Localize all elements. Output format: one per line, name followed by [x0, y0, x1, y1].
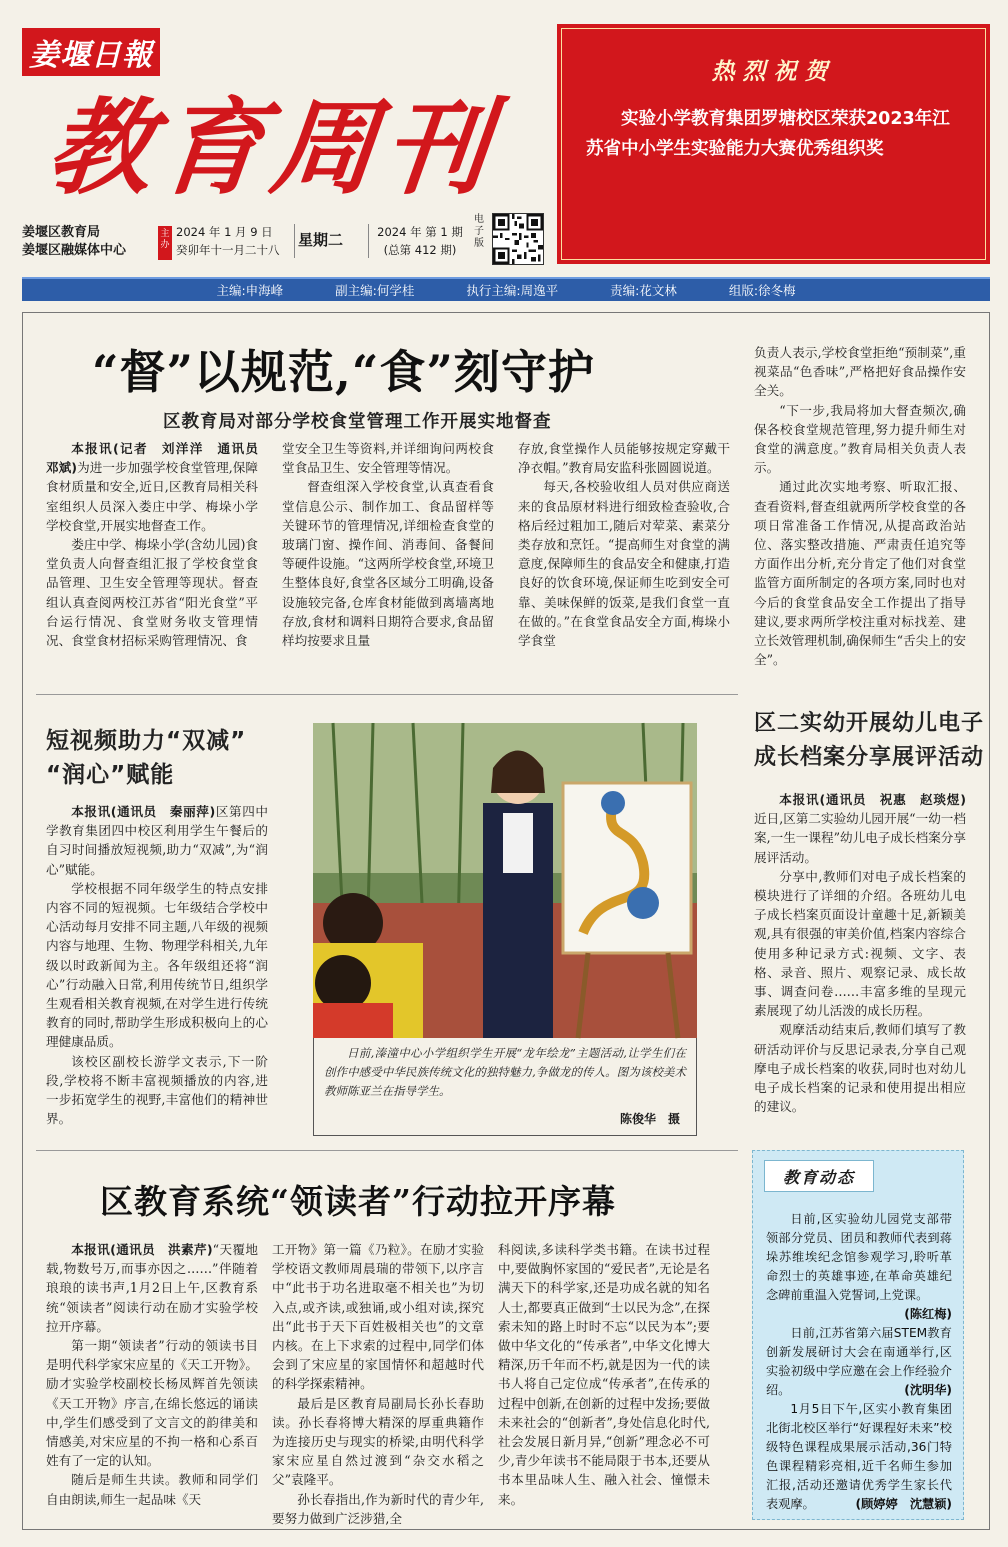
article2-body: 本报讯(通讯员 秦丽萍)区第四中学教育集团四中校区利用学生午餐后的自习时间播放短视频,助力“双减”,为“润心”赋能。 学校根据不同年级学生的特点安排内容不同的短视频。七年级结合学校中心活动每月安排不同主题,八年级的视频内容与地理、生物、物理学科相关,九年级以时政新闻为主。各年级组还将“润心”行动融入日常,利用传统节日,组织学生观看相关教育视频,在对学生进行传统教育的同时,帮助学生形成积极向上的心理健康品质。 该校区副校长游学文表示,下一阶段,学校将不断丰富视频播放的内容,进一步拓宽学生的视野,丰富他们的精神世界。 [46, 804, 269, 1127]
article3-headline-line2: 成长档案分享展评活动 [754, 745, 985, 770]
editor-executive: 执行主编:周逸平 [466, 283, 559, 298]
article1-column-4: 负责人表示,学校食堂拒绝“预制菜”,重视菜品“色香味”,严格把好食品操作安全关。 “下一步,我局将加大督查频次,确保各校食堂规范管理,努力提升师生对食堂的满意度。”教育局相关负责人表示。 通过此次实地考察、听取汇报、查看资料,督查组就两所学校食堂的各项日常准备工作情况,从提高政治站位、落实整改措施、严肃责任追究等方面作出分析,充分肯定了他们对食堂监管方面所制定的各项方案,同时也对今后的食堂食品安全工作提出了指导建议,要求两所学校注重对标找差、建立长效管理机制,确保师生“舌尖上的安全”。 [754, 345, 966, 668]
publication-date: 2024 年 1 月 9 日 [176, 225, 273, 239]
editor-chief: 主编:申海峰 [216, 283, 284, 298]
dragon-painting-photo [313, 723, 697, 1038]
article4-headline: 区教育系统“领读者”行动拉开序幕 [100, 1182, 616, 1221]
section-rule [36, 1150, 738, 1151]
organizer-block [22, 224, 162, 260]
photo-credit: 陈俊华 摄 [619, 1112, 680, 1126]
news-item: 日前,江苏省第六届STEM教育创新发展研讨大会在南通举行,区实验初级中学应邀在会上作经验介绍。 (沈明华) [766, 1326, 952, 1397]
news-item: 1月5日下午,区实小教育集团北街北校区举行“好课程好未来”校级特色课程成果展示活动,36门特色课程精彩亮相,近千名师生参加汇报,活动还邀请优秀学生家长代表观摩。 (顾婷婷 沈慧颖) [766, 1402, 952, 1511]
date-block [176, 223, 294, 259]
editor-layout: 组版:徐冬梅 [728, 283, 796, 298]
section-rule [36, 694, 738, 695]
article2-headline-line1: 短视频助力“双减” [46, 728, 247, 754]
qr-code-icon[interactable] [492, 213, 544, 265]
divider [294, 224, 295, 258]
editor-responsible: 责编:花文林 [610, 283, 677, 298]
article4-column-3: 科阅读,多读科学类书籍。在读书过程中,要做胸怀家国的“爱民者”,无论是名满天下的科学家,还是功成名就的知名人士,都要真正做到“士以民为念”,在探索未知的路上时时不忘“以民为本”;要做中华文化的“传承者”,中华文化博大精深,历千年而不朽,就是因为一代的读书人将自己定位成“传承者”,在传承的过程中创新,在创新的过程中发扬;要做未来社会的“创新者”,身处信息化时代,社会发展日新月异,“创新”理念必不可少,青少年读书不能局限于书本,还要从书本里品味人生、融入社会、憧憬未来。 [498, 1242, 710, 1507]
article2-headline-line2: “润心”赋能 [46, 762, 175, 788]
article1-headline: “督”以规范,“食”刻守护 [92, 345, 595, 399]
article2-byline: 本报讯(通讯员 秦丽萍) [71, 804, 216, 819]
article1-subtitle: 区教育局对部分学校食堂管理工作开展实地督查 [163, 412, 552, 432]
congratulations-banner [557, 24, 990, 264]
ebook-label: 电子版 [474, 214, 484, 249]
editor-deputy: 副主编:何学桂 [335, 283, 415, 298]
photo-caption: 日前,溱潼中心小学组织学生开展“龙年绘龙”主题活动,让学生们在创作中感受中华民族传统文化的独特魅力,争做龙的传人。图为该校美术教师陈亚兰在指导学生。 [324, 1046, 686, 1098]
divider [368, 224, 369, 258]
news-item: 日前,区实验幼儿园党支部带领部分党员、团员和教师代表到蒋垛苏维埃纪念馆参观学习,聆听革命烈士的英雄事迹,在革命英雄纪念碑前重温入党誓词,上党课。 (陈红梅) [766, 1212, 952, 1321]
article3-byline: 本报讯(通讯员 祝惠 赵琰煜) [779, 792, 966, 807]
issue-number: 2024 年 第 1 期 [377, 225, 463, 239]
article3-headline-line1: 区二实幼开展幼儿电子 [754, 711, 985, 736]
article3-body: 本报讯(通讯员 祝惠 赵琰煜)近日,区第二实验幼儿园开展“一幼一档案,一生一课程”幼儿电子成长档案分享展评活动。 分享中,教师们对电子成长档案的模块进行了详细的介绍。各班幼儿电子成长档案页面设计童趣十足,新颖美观,具有很强的审美价值,档案内容综合使用多种记录方式:视频、文字、表格、录音、照片、观察记录、成长故事、调查问卷……丰富多维的呈现元素展现了幼儿活泼的成长历程。 观摩活动结束后,教师们填写了教研活动评价与反思记录表,分享自己观摩电子成长档案的收获,同时也对幼儿电子成长档案的记录和使用提出相应的建议。 [754, 792, 966, 1115]
paper-name-badge: 姜堰日報 [22, 28, 160, 76]
congratulations-body: 实验小学教育集团罗塘校区荣获2023年江苏省中小学生实验能力大赛优秀组织奖 [586, 109, 950, 159]
issue-block [372, 223, 468, 259]
congratulations-title: 热烈祝贺 [711, 58, 836, 85]
editor-bar [22, 277, 990, 301]
education-news-tag: 教育动态 [764, 1160, 874, 1192]
article4-column-1: 本报讯(通讯员 洪素芹)“天覆地载,物数号万,而事亦因之……”伴随着琅琅的读书声,1月2日上午,区教育系统“领读者”阅读行动在励才实验学校拉开序幕。 第一期“领读者”行动的领读书目是明代科学家宋应星的《天工开物》。励才实验学校副校长杨凤辉首先领读《天工开物》序言,在绵长悠远的诵读中,学生们感受到了文言文的韵律美和情感美,对宋应星的不拘一格和心系百姓有了一定的认知。 随后是师生共读。教师和同学们自由朗读,师生一起品味《天 [46, 1242, 258, 1507]
weekday: 星期二 [298, 231, 344, 249]
article1-column-3: 存放,食堂操作人员能够按规定穿戴干净衣帽。”教育局安监科张圆圆说道。 每天,各校验收组人员对供应商送来的食品原材料进行细致检查验收,合格后经过粗加工,随后对荤菜、素菜分类存放和烹饪。“提高师生对食堂的满意度,保障师生的食品安全和健康,打造良好的饮食环境,保证师生吃到安全可靠、美味保鲜的饭菜,是我们食堂一直在做的。”在食堂食品安全方面,梅垛小学食堂 [518, 441, 730, 649]
education-news-items [766, 1210, 952, 1514]
article4-byline: 本报讯(通讯员 洪素芹) [71, 1242, 213, 1257]
masthead-title: 教育周刊 [41, 86, 503, 209]
article1-byline: 本报讯(记者 刘洋洋 通讯员 邓斌) [46, 441, 271, 476]
issue-total: (总第 412 期) [383, 243, 457, 257]
organizer-media-center: 姜堰区融媒体中心 [22, 243, 127, 258]
lunar-date: 癸卯年十一月二十八 [176, 243, 280, 257]
organizer-education-bureau: 姜堰区教育局 [22, 225, 101, 240]
host-label: 主办 [158, 226, 172, 260]
article1-column-2: 堂安全卫生等资料,并详细询问两校食堂食品卫生、安全管理等情况。 督查组深入学校食堂,认真查看食堂信息公示、制作加工、食品留样等关键环节的管理情况,详细检查食堂的玻璃门窗、操作间、消毒间、备餐间等硬件设施。“这两所学校食堂,环境卫生整体良好,食堂各区域分工明确,设备设施较完备,仓库食材能做到离墙离地存放,食材和调料日期符合要求,食品留样均按要求且量 [282, 441, 494, 649]
article1-column-1: 本报讯(记者 刘洋洋 通讯员 邓斌)为进一步加强学校食堂管理,保障食材质量和安全,近日,区教育局相关科室组织人员深入娄庄中学、梅垛小学学校食堂,开展实地督查工作。 娄庄中学、梅垛小学(含幼儿园)食堂负责人向督查组汇报了学校食堂食品管理、卫生安全管理等现状。督查组认真查阅两校江苏省“阳光食堂”平台运行情况、食堂财务收支管理情况、食堂食材招标采购管理情况、食 [46, 441, 271, 649]
article4-column-2: 工开物》第一篇《乃粒》。在励才实验学校语文教师周晨瑞的带领下,以序言中“此书于功名进取毫不相关也”为切入点,或齐读,或独诵,或小组对读,探究出“此书于天下百姓极相关也”的文章内核。在上下求索的过程中,同学们体会到了宋应星的家国情怀和超越时代的科学探索精神。 最后是区教育局副局长孙长春助读。孙长春将博大精深的厚重典籍作为连接历史与现实的桥梁,由明代科学家宋应星自然过渡到“杂交水稻之父”袁隆平。 孙长春指出,作为新时代的青少年,要努力做到广泛涉猎,全 [272, 1242, 484, 1526]
